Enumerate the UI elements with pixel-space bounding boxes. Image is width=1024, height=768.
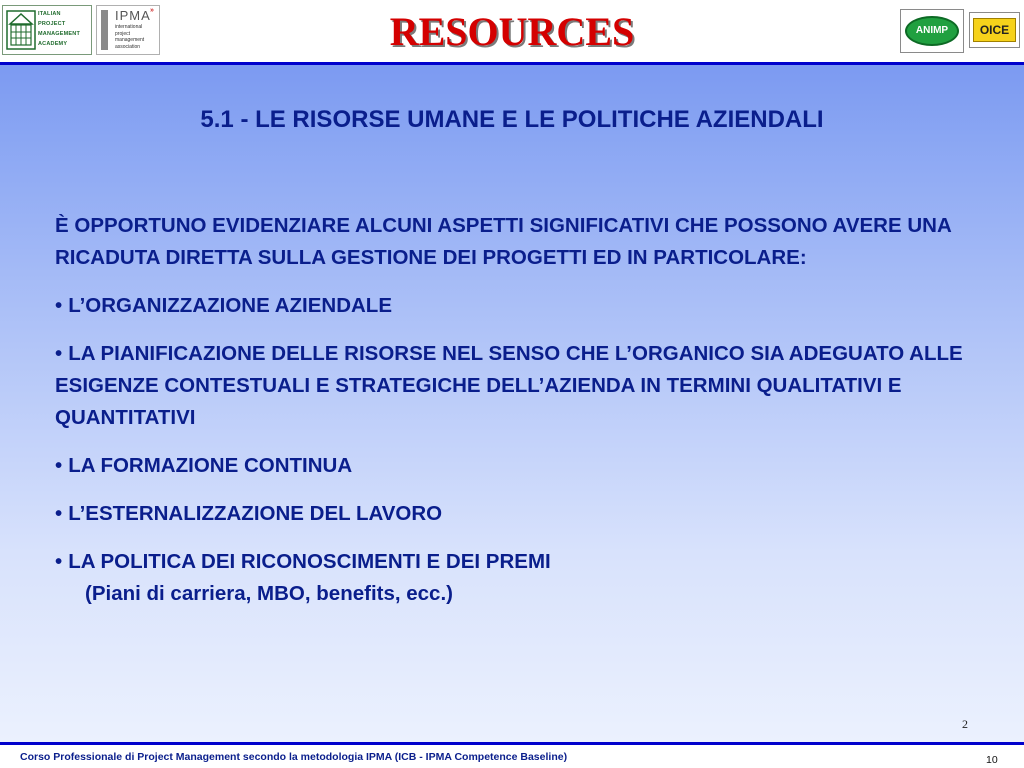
bullet-subtext: (Piani di carriera, MBO, benefits, ecc.) xyxy=(85,582,453,605)
oice-badge xyxy=(973,18,1016,42)
bullet-item xyxy=(55,290,995,322)
bullet-text: L’ORGANIZZAZIONE AZIENDALE xyxy=(68,294,393,317)
slide-page-number: 2 xyxy=(962,717,968,731)
ipma-arrows-mark: » xyxy=(150,7,154,14)
academy-logo-line: MANAGEMENT xyxy=(38,31,81,37)
footer-course-title: Corso Professionale di Project Management secondo la metodologia IPMA (ICB - IPMA Competence Baseline) xyxy=(20,751,568,763)
academy-logo-line: ACADEMY xyxy=(38,41,68,47)
academy-logo-line: ITALIAN xyxy=(38,11,61,17)
ipma-wordmark: IPMA xyxy=(115,8,151,23)
bullet-item xyxy=(55,546,995,610)
bullet-item xyxy=(55,338,995,434)
bullet-item xyxy=(55,498,995,530)
slide-header xyxy=(0,0,1024,62)
section-heading: 5.1 - LE RISORSE UMANE E LE POLITICHE AZIENDALI xyxy=(200,106,824,133)
header-divider xyxy=(0,62,1024,65)
animp-oval xyxy=(905,16,959,46)
bullet-dot: • xyxy=(55,502,63,525)
bullet-dot: • xyxy=(55,454,63,477)
oice-logo xyxy=(969,12,1020,48)
animp-logo xyxy=(900,9,964,53)
slide-title: RESOURCES xyxy=(389,9,635,54)
bullet-text: L’ESTERNALIZZAZIONE DEL LAVORO xyxy=(68,502,443,525)
footer-page-number: 10 xyxy=(986,754,998,766)
oice-logo-text: OICE xyxy=(979,23,1010,37)
animp-logo-text: ANIMP xyxy=(915,25,949,36)
ipma-subtitle-line: international xyxy=(115,24,143,30)
ipma-subtitle-line: management xyxy=(115,37,145,43)
ipma-subtitle-line: project xyxy=(115,30,131,37)
bullet-dot: • xyxy=(55,550,63,573)
bullet-text: LA PIANIFICAZIONE DELLE RISORSE NEL SENSO CHE L’ORGANICO SIA ADEGUATO ALLE ESIGENZE CONTESTUALI E STRATEGICHE DELL’AZIENDA IN TERMINI QUALITATIVI E QUANTITATIVI xyxy=(55,342,963,429)
bullet-dot: • xyxy=(55,294,63,317)
bullet-text: LA FORMAZIONE CONTINUA xyxy=(68,454,353,477)
slide-body xyxy=(55,210,995,626)
academy-logo-line: PROJECT xyxy=(38,21,66,27)
intro-paragraph: È OPPORTUNO EVIDENZIARE ALCUNI ASPETTI SIGNIFICATIVI CHE POSSONO AVERE UNA RICADUTA DIRETTA SULLA GESTIONE DEI PROGETTI ED IN PARTICOLARE: xyxy=(55,214,952,269)
bullet-text: LA POLITICA DEI RICONOSCIMENTI E DEI PREMI xyxy=(68,550,551,573)
bullet-dot: • xyxy=(55,342,63,365)
bullet-item xyxy=(55,450,995,482)
ipma-subtitle-line: association xyxy=(115,43,141,50)
slide-footer xyxy=(0,745,1024,768)
